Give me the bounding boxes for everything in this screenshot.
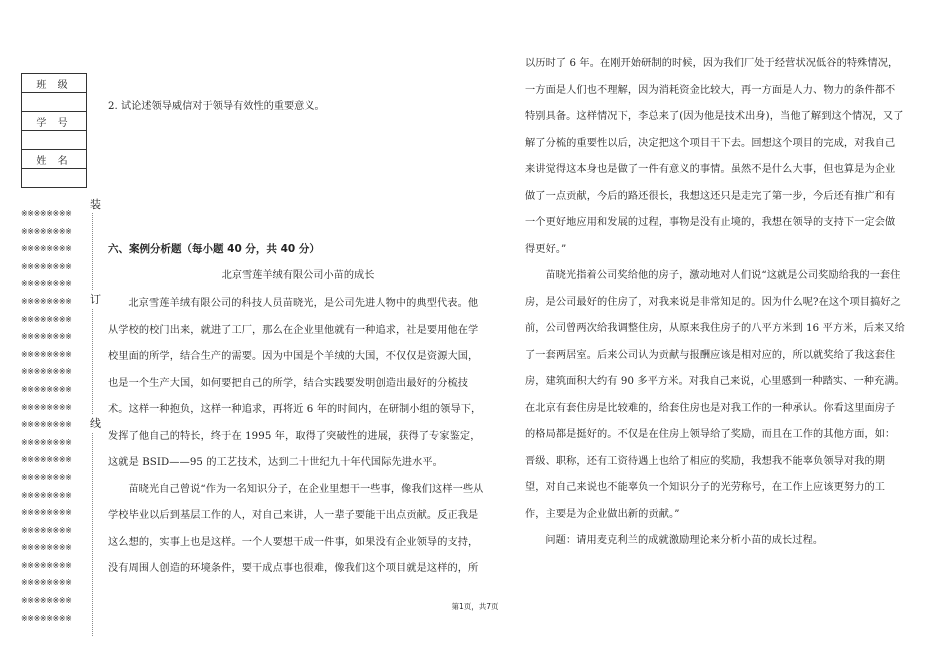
binding-mark-row: ※※※※※※※※ [21,244,72,254]
student-info-table [21,73,87,188]
binding-mark-row: ※※※※※※※※ [21,279,72,289]
case-paragraph: 苗晓光指着公司奖给他的房子，激动地对人们说“这就是公司奖励给我的一套住房，是公司最好的住房了，对我来说是非常知足的。因为什么呢?在这个项目搞好之前，公司曾两次给我调整住房，从原来我住房子的八平方米到 16 平方米，后来又给了一套两居室。后来公司认为贡献与报酬应该是相对应的，所以就奖给了我这套住房，建筑面积大约有 90 多平方米。对我自己来说，心里感到一种踏实、一种充满。在北京有套住房是比较难的，给套住房也是对我工作的一种承认。你看这里面房子的格局都是挺好的。不仅是在住房上领导给了奖励，而且在工作的其他方面，如：晋级、职称，还有工资待遇上也给了相应的奖励，我想我不能辜负领导对我的期望，对自己来说也不能辜负一个知识分子的光劳称号，在工作上应该更努力的工作，主要是为企业做出新的贡献。” [525,270,905,520]
binding-char-ding: 订 [90,290,101,308]
binding-marks [21,205,87,627]
binding-mark-row: ※※※※※※※※ [21,508,72,518]
binding-mark-row: ※※※※※※※※ [21,455,72,465]
student-id-label: 学 号 [22,112,87,131]
right-column [525,51,905,555]
binding-mark-row: ※※※※※※※※ [21,613,72,623]
binding-char-zhuang: 装 [90,195,101,213]
case-paragraph: 以历时了 6 年。在刚开始研制的时候，因为我们厂处于经营状况低谷的特殊情况，一方面是人们也不理解，因为消耗资金比较大，再一方面是人力、物力的条件都不特别具备。这样情况下，李总来了(因为他是技术出身)，当他了解到这个情况，又了解了分梳的重要性以后，决定把这个项目干下去。回想这个项目的完成，对我自己来讲觉得这本身也是做了一件有意义的事情。虽然不是什么大事，但也算是为企业做了一点贡献，今后的路还很长，我想这还只是走完了第一步，今后还有推广和有一个更好地应用和发展的过程，事物是没有止境的，我想在领导的支持下一定会做得更好。” [525,58,904,255]
binding-mark-row: ※※※※※※※※ [21,226,72,236]
binding-mark-row: ※※※※※※※※ [21,384,72,394]
student-id-field[interactable] [22,131,87,150]
binding-mark-row: ※※※※※※※※ [21,402,72,412]
binding-mark-row: ※※※※※※※※ [21,420,72,430]
binding-char-xian: 线 [90,414,101,432]
binding-mark-row: ※※※※※※※※ [21,490,72,500]
binding-mark-row: ※※※※※※※※ [21,560,72,570]
binding-mark-row: ※※※※※※※※ [21,261,72,271]
case-paragraph: 苗晓光自己曾说“作为一名知识分子，在企业里想干一些事，像我们这样一些从学校毕业以后到基层工作的人，对自己来讲，人一辈子要能干出点贡献。反正我是这么想的，实事上也是这样。一个人要想干成一件事，如果没有企业领导的支持，没有周围人创造的环境条件，要干成点事也很难，像我们这个项目就是这样的，所 [108,483,484,574]
binding-mark-row: ※※※※※※※※ [21,332,72,342]
name-label: 姓 名 [22,150,87,169]
case-paragraph: 北京雪莲羊绒有限公司的科技人员苗晓光，是公司先进人物中的典型代表。他从学校的校门出来，就进了工厂，那么在企业里他就有一种追求，社是要用他在学校里面的所学，结合生产的需要。因为中国是个羊绒的大国，不仅仅是资源大国，也是一个生产大国，如何要把自己的所学，结合实践要发明创造出最好的分梳技术。这样一种抱负，这样一种追求，再将近 6 年的时间内，在研制小组的领导下，发挥了他自己的特长，终于在 1995 年，取得了突破性的进展，获得了专家鉴定，这就是 BSID——95 的工艺技术，达到二十世纪九十年代国际先进水平。 [108,298,482,468]
page-footer: 第1页，共7页 [451,602,499,611]
class-field[interactable] [22,93,87,112]
left-column [108,291,488,583]
binding-mark-row: ※※※※※※※※ [21,525,72,535]
binding-mark-row: ※※※※※※※※ [21,472,72,482]
binding-mark-row: ※※※※※※※※ [21,543,72,553]
class-label: 班 级 [22,74,87,93]
section-6-heading: 六、案例分析题（每小题 40 分，共 40 分） [108,243,320,255]
binding-mark-row: ※※※※※※※※ [21,349,72,359]
name-field[interactable] [22,169,87,188]
binding-mark-row: ※※※※※※※※ [21,209,72,218]
case-question: 问题：请用麦克利兰的成就激励理论来分析小苗的成长过程。 [545,535,824,546]
binding-mark-row: ※※※※※※※※ [21,437,72,447]
binding-mark-row: ※※※※※※※※ [21,367,72,377]
binding-mark-row: ※※※※※※※※ [21,578,72,588]
question-2: 2. 试论述领导威信对于领导有效性的重要意义。 [108,101,325,112]
binding-mark-row: ※※※※※※※※ [21,596,72,606]
binding-mark-row: ※※※※※※※※ [21,314,72,324]
case-title: 北京雪莲羊绒有限公司小苗的成长 [221,270,375,281]
binding-mark-row: ※※※※※※※※ [21,296,72,306]
